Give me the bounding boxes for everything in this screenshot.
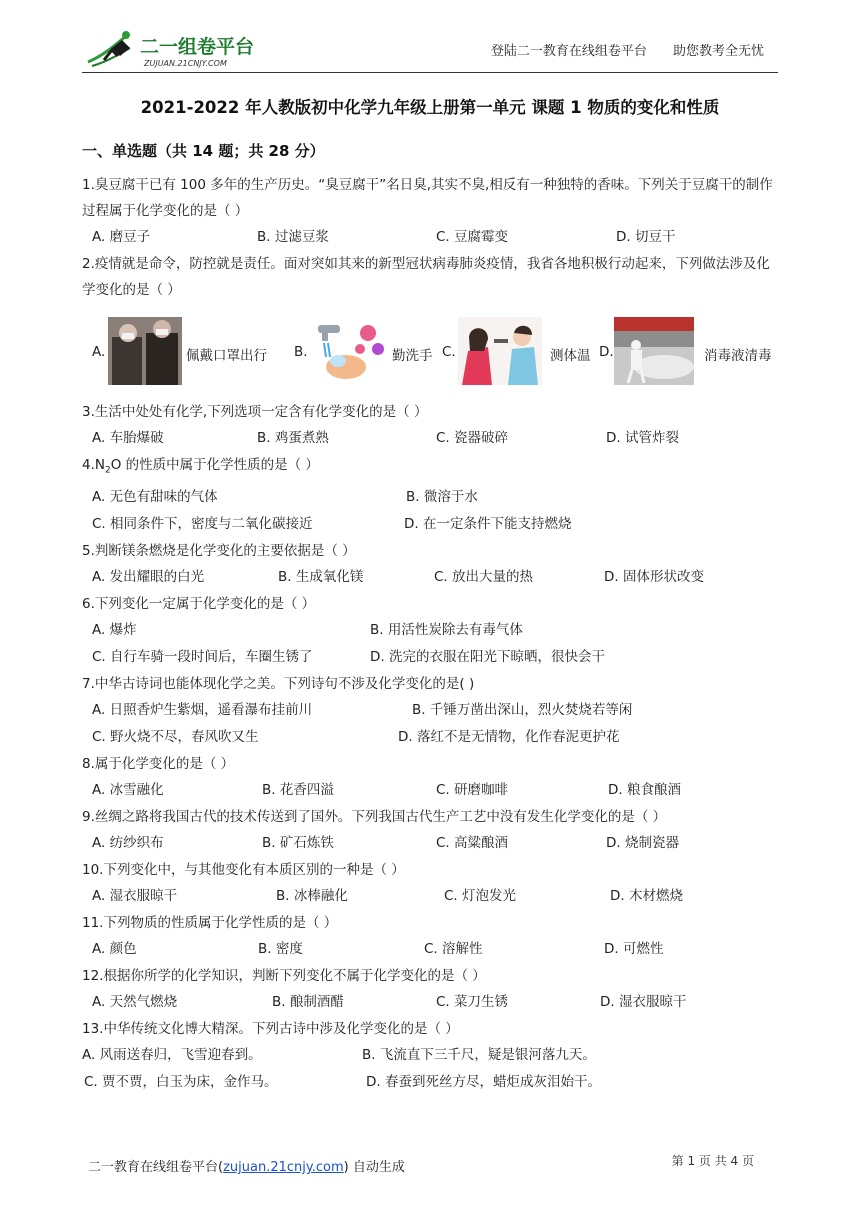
question-options (92, 484, 782, 511)
option-c: C. 相同条件下，密度与二氧化碳接近 (92, 515, 313, 532)
option-a: A. 车胎爆破 (92, 430, 164, 446)
option-b: B. 飞流直下三千尺，疑是银河落九天。 (362, 1046, 596, 1063)
svg-text:ZUJUAN.21CNJY.COM: ZUJUAN.21CNJY.COM (144, 59, 227, 68)
option-b: B. 千锤万凿出深山，烈火焚烧若等闲 (412, 701, 633, 718)
option-a: A. 爆炸 (92, 621, 137, 638)
question-options (92, 564, 782, 591)
page-title: 2021-2022 年人教版初中化学九年级上册第一单元 课题 1 物质的变化和性质 (140, 98, 720, 117)
option-a: A. 发出耀眼的白光 (92, 568, 205, 585)
question-stem: 8.属于化学变化的是（ ） (82, 755, 235, 772)
question-options (92, 724, 782, 751)
option-a: A. 无色有甜味的气体 (92, 488, 218, 505)
option-c: C. 瓷器破碎 (436, 430, 509, 446)
option-c-label: C. (442, 344, 456, 360)
option-b: B. 鸡蛋煮熟 (257, 430, 329, 446)
question-stem: 11.下列物质的性质属于化学性质的是（ ） (82, 914, 338, 931)
question-stem: 3.生活中处处有化学,下列选项一定含有化学变化的是（ ） (82, 404, 428, 420)
question-options (92, 425, 782, 452)
option-c: C. 野火烧不尽，春风吹又生 (92, 728, 259, 745)
question-stem: 6.下列变化一定属于化学变化的是（ ） (82, 595, 316, 612)
option-c: C. 自行车骑一段时间后，车圈生锈了 (92, 648, 313, 665)
question-options (92, 830, 782, 857)
option-b: B. 冰棒融化 (276, 887, 348, 904)
option-a: A. 日照香炉生紫烟，遥看瀑布挂前川 (92, 701, 313, 718)
question-options (92, 644, 782, 671)
footer-site-link[interactable]: zujuan.21cnjy.com (223, 1160, 344, 1175)
option-c: C. 贾不贾，白玉为床，金作马。 (84, 1073, 278, 1090)
page-header (82, 26, 778, 73)
question-options (92, 617, 782, 644)
page-number: 第 1 页 共 4 页 (671, 1154, 754, 1168)
option-d: D. 湿衣服晾干 (600, 993, 687, 1010)
question-stem: 2.疫情就是命令，防控就是责任。面对突如其来的新型冠状病毒肺炎疫情，我省各地积极行动起来，下列做法涉及化学变化的是（ ） (82, 256, 770, 298)
option-b: B. 矿石炼铁 (262, 834, 334, 851)
question-stem: 10.下列变化中，与其他变化有本质区别的一种是（ ） (82, 861, 405, 878)
option-a: A. 天然气燃烧 (92, 993, 178, 1010)
option-a: A. 颜色 (92, 940, 137, 957)
option-d-label: D. (599, 344, 614, 360)
option-b: B. 密度 (258, 940, 303, 957)
option-d: D. 在一定条件下能支持燃烧 (404, 515, 572, 532)
option-a: A. 风雨送春归，飞雪迎春到。 (82, 1046, 262, 1063)
option-c: C. 菜刀生锈 (436, 993, 509, 1010)
question-stem: 13.中华传统文化博大精深。下列古诗中涉及化学变化的是（ ） (82, 1020, 459, 1037)
option-b: B. 花香四溢 (262, 781, 334, 798)
option-d: D. 固体形状改变 (604, 568, 704, 585)
question-list (82, 172, 782, 1096)
question-stem: 9.丝绸之路将我国古代的技术传送到了国外。下列我国古代生产工艺中没有发生化学变化的是（ ） (82, 808, 667, 825)
question-options (92, 936, 782, 963)
option-b: B. 酿制酒醋 (272, 993, 344, 1010)
handwashing-illustration (312, 317, 386, 385)
question-stem: 5.判断镁条燃烧是化学变化的主要依据是（ ） (82, 542, 356, 559)
option-b: B. 生成氧化镁 (278, 568, 364, 585)
question-options (82, 1042, 782, 1069)
option-d: D. 春蚕到死丝方尽，蜡炬成灰泪始干。 (366, 1073, 601, 1090)
option-c: C. 灯泡发光 (444, 887, 517, 904)
mask-wearing-photo (108, 317, 182, 385)
temperature-check-illustration (458, 317, 542, 385)
option-d: D. 落红不是无情物，化作春泥更护花 (398, 728, 620, 745)
option-d: D. 烧制瓷器 (606, 834, 679, 851)
disinfecting-photo (614, 317, 694, 385)
option-c: C. 溶解性 (424, 940, 483, 957)
option-d-caption: 消毒液清毒 (704, 348, 772, 364)
site-logo (82, 26, 322, 70)
help-slogan: 助您教考全无忧 (672, 44, 764, 59)
option-d: D. 试管炸裂 (606, 430, 679, 446)
option-b-label: B. (294, 344, 308, 360)
option-a: A. 磨豆子 (92, 229, 151, 245)
option-a: A. 湿衣服晾干 (92, 887, 178, 904)
section-heading: 一、单选题（共 14 题；共 28 分） (82, 142, 325, 160)
option-a-label: A. (92, 344, 106, 360)
option-c: C. 放出大量的热 (434, 568, 534, 585)
question-options (92, 777, 782, 804)
option-c: C. 高粱酿酒 (436, 834, 509, 851)
question-options (92, 697, 782, 724)
question-options (92, 224, 782, 251)
option-a: A. 冰雪融化 (92, 781, 164, 798)
image-options (92, 313, 782, 393)
page-footer: 二一教育在线组卷平台(zujuan.21cnjy.com) 自动生成 (88, 1160, 405, 1175)
svg-text:二一组卷平台: 二一组卷平台 (140, 36, 255, 58)
option-d: D. 可燃性 (604, 940, 664, 957)
option-b: B. 过滤豆浆 (257, 229, 329, 245)
option-d: D. 木材燃烧 (610, 887, 683, 904)
header-links (469, 40, 764, 59)
option-d: D. 粮食酿酒 (608, 781, 681, 798)
question-stem: 7.中华古诗词也能体现化学之美。下列诗句不涉及化学变化的是( ) (82, 675, 475, 692)
option-d: D. 洗完的衣服在阳光下晾晒，很快会干 (370, 648, 605, 665)
question-options (92, 511, 782, 538)
option-b-caption: 勤洗手 (392, 348, 433, 364)
question-options (92, 883, 782, 910)
option-b: B. 微溶于水 (406, 488, 478, 505)
question-stem: 12.根据你所学的化学知识，判断下列变化不属于化学变化的是（ ） (82, 967, 486, 984)
question-stem: 1.臭豆腐干已有 100 多年的生产历史。“臭豆腐干”名日臭,其实不臭,相反有一种独特的香味。下列关于豆腐干的制作过程属于化学变化的是（ ） (82, 177, 773, 219)
option-c: C. 研磨咖啡 (436, 781, 509, 798)
question-options (92, 989, 782, 1016)
question-stem: $4.N_2O$ 的性质中属于化学性质的是（ ） (82, 457, 319, 476)
option-d: D. 切豆干 (616, 229, 676, 245)
login-link[interactable]: 登陆二一教育在线组卷平台 (490, 44, 647, 59)
question-options (82, 1069, 782, 1096)
option-a: A. 纺纱织布 (92, 834, 164, 851)
option-a-caption: 佩戴口罩出行 (186, 348, 267, 364)
option-c: C. 豆腐霉变 (436, 229, 509, 245)
option-b: B. 用活性炭除去有毒气体 (370, 621, 523, 638)
option-c-caption: 测体温 (550, 348, 591, 364)
